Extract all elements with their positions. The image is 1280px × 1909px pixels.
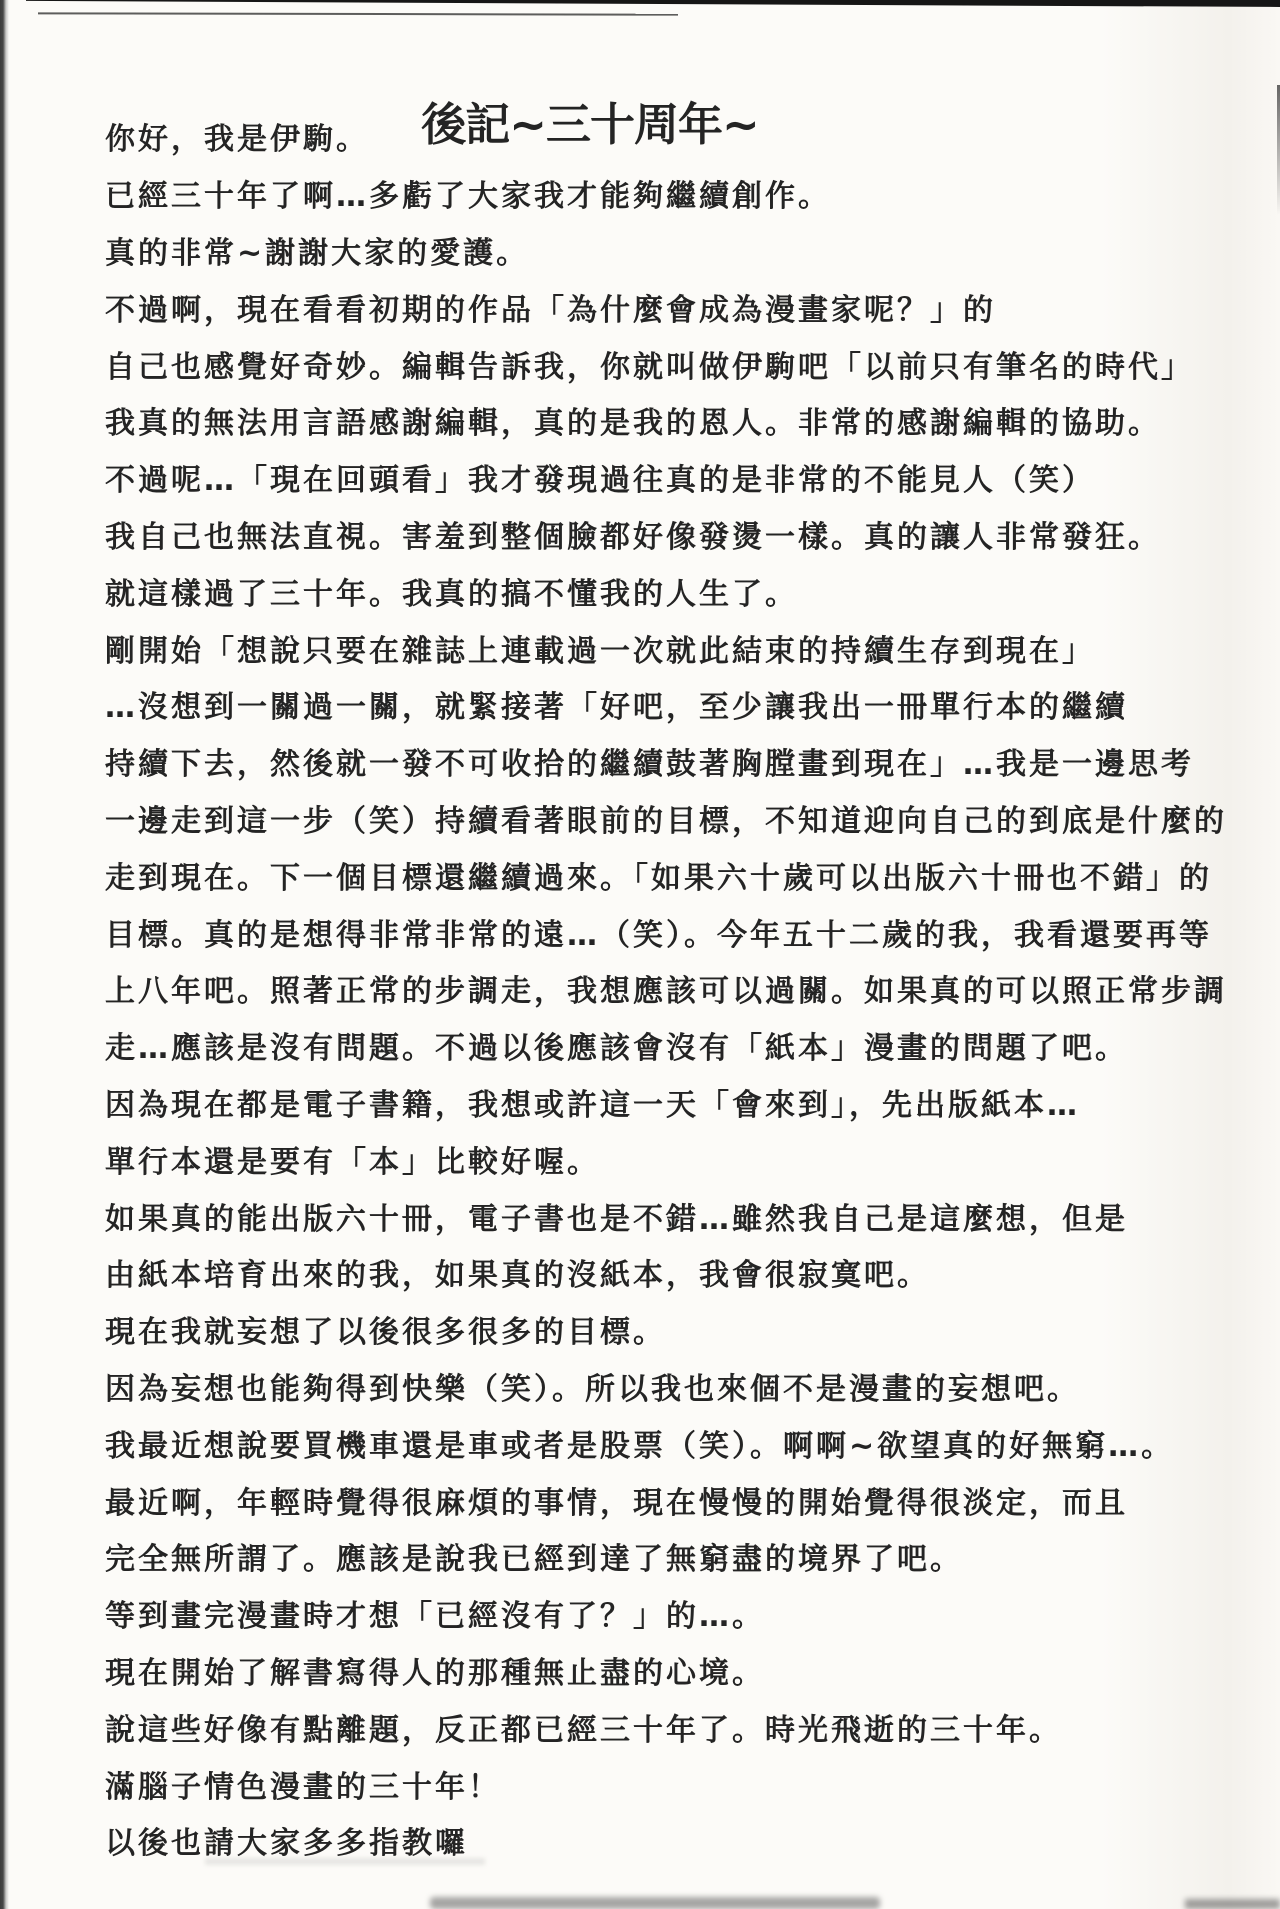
text-line: 等到畫完漫畫時才想「已經沒有了？」的…。 — [105, 1599, 765, 1635]
text-line: 現在開始了解書寫得人的那種無止盡的心境。 — [105, 1655, 765, 1691]
text-line: 不過啊，現在看看初期的作品「為什麼會成為漫畫家呢？」的 — [105, 292, 996, 328]
text-line: 如果真的能出版六十冊，電子書也是不錯…雖然我自己是這麼想，但是 — [105, 1201, 1128, 1237]
scan-bottom-artifact — [430, 1897, 880, 1909]
text-line: 滿腦子情色漫畫的三十年！ — [105, 1769, 501, 1805]
text-line: 你好，我是伊駒。 — [105, 122, 369, 158]
text-line: 因為現在都是電子書籍，我想或許這一天「會來到」，先出版紙本… — [105, 1087, 1080, 1123]
text-line: 單行本還是要有「本」比較好喔。 — [105, 1144, 600, 1180]
text-line: …沒想到一關過一關，就緊接著「好吧，至少讓我出一冊單行本的繼續 — [105, 690, 1128, 726]
text-line: 我自己也無法直視。害羞到整個臉都好像發燙一樣。真的讓人非常發狂。 — [105, 519, 1161, 555]
afterword-text-block — [105, 108, 1270, 1869]
text-line: 現在我就妄想了以後很多很多的目標。 — [105, 1315, 666, 1351]
text-line: 我最近想說要買機車還是車或者是股票（笑）。啊啊~欲望真的好無窮…。 — [105, 1428, 1175, 1464]
text-line: 不過呢…「現在回頭看」我才發現過往真的是非常的不能見人（笑） — [105, 463, 1095, 499]
text-line: 持續下去，然後就一發不可收拾的繼續鼓著胸膛畫到現在」…我是一邊思考 — [105, 747, 1194, 783]
text-line: 說這些好像有點離題，反正都已經三十年了。時光飛逝的三十年。 — [105, 1712, 1062, 1748]
text-line: 走…應該是沒有問題。不過以後應該會沒有「紙本」漫畫的問題了吧。 — [105, 1031, 1128, 1067]
text-line: 已經三十年了啊…多虧了大家我才能夠繼續創作。 — [105, 179, 831, 215]
text-line: 真的非常~謝謝大家的愛護。 — [105, 235, 530, 271]
text-line: 以後也請大家多多指教囉 — [105, 1826, 468, 1862]
scan-edge-left — [0, 0, 9, 1909]
text-line: 由紙本培育出來的我，如果真的沒紙本，我會很寂寞吧。 — [105, 1258, 930, 1294]
scan-ghost-artifact — [205, 1858, 485, 1865]
text-line: 完全無所謂了。應該是說我已經到達了無窮盡的境界了吧。 — [105, 1542, 963, 1578]
text-line: 自己也感覺好奇妙。編輯告訴我，你就叫做伊駒吧「以前只有筆名的時代」 — [105, 349, 1194, 385]
page-title: 後記~三十周年~ — [421, 98, 759, 152]
scan-edge-top — [26, 0, 1280, 7]
text-line: 剛開始「想說只要在雜誌上連載過一次就此結束的持續生存到現在」 — [105, 633, 1095, 669]
text-line: 上八年吧。照著正常的步調走，我想應該可以過關。如果真的可以照正常步調 — [105, 974, 1227, 1010]
text-line: 最近啊，年輕時覺得很麻煩的事情，現在慢慢的開始覺得很淡定，而且 — [105, 1485, 1128, 1521]
text-line: 因為妄想也能夠得到快樂（笑）。所以我也來個不是漫畫的妄想吧。 — [105, 1371, 1080, 1407]
text-line: 我真的無法用言語感謝編輯，真的是我的恩人。非常的感謝編輯的協助。 — [105, 406, 1161, 442]
text-line: 就這樣過了三十年。我真的搞不懂我的人生了。 — [105, 576, 798, 612]
scan-edge-top-line — [38, 12, 678, 15]
text-line: 走到現在。下一個目標還繼續過來。「如果六十歲可以出版六十冊也不錯」的 — [105, 860, 1212, 896]
text-line: 一邊走到這一步（笑）持續看著眼前的目標，不知道迎向自己的到底是什麼的 — [105, 803, 1227, 839]
scan-bottom-artifact — [1185, 1899, 1280, 1909]
text-line: 目標。真的是想得非常非常的遠…（笑）。今年五十二歲的我，我看還要再等 — [105, 917, 1212, 953]
